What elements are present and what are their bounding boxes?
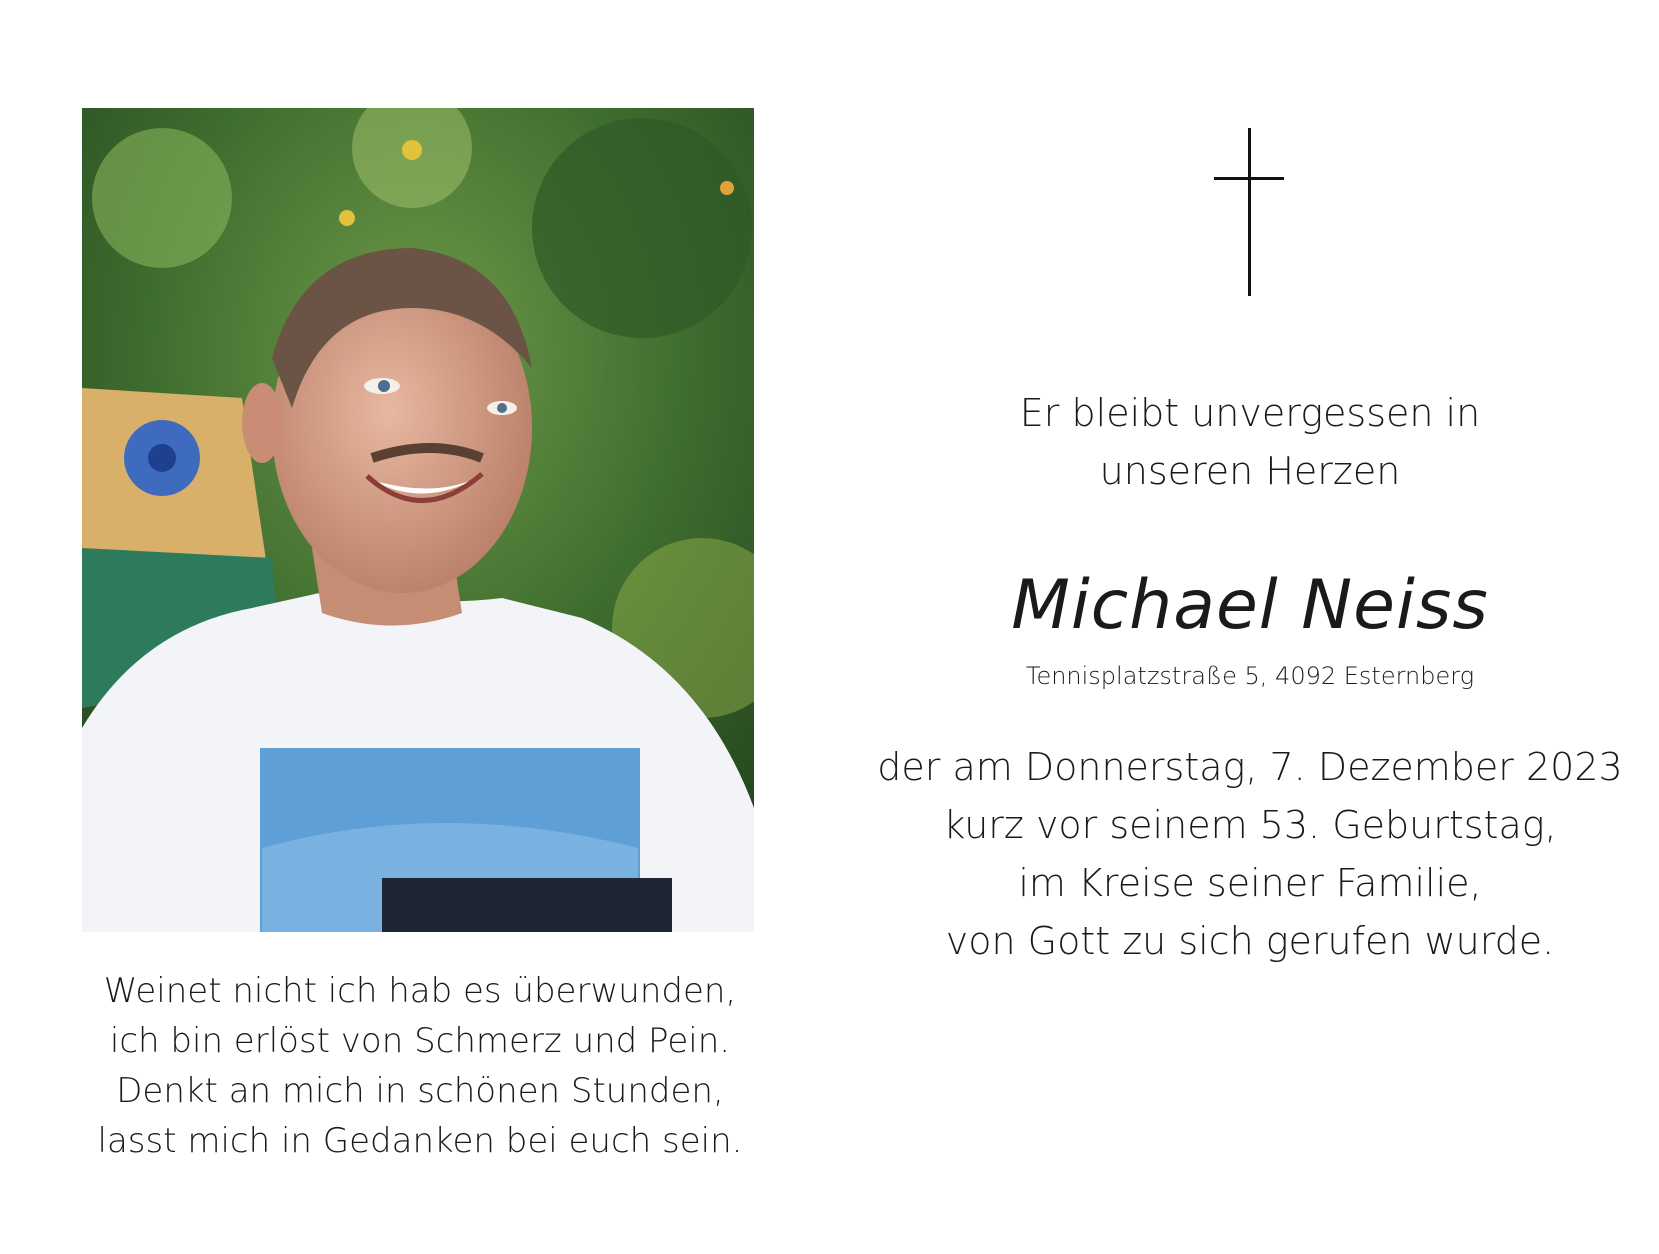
deceased-name: Michael Neiss [1011,566,1489,645]
cross-horizontal-bar [1214,177,1284,180]
announcement-line: von Gott zu sich gerufen wurde. [945,919,1555,963]
death-announcement [860,738,1640,970]
portrait-illustration [82,108,754,932]
cross-icon [1214,128,1284,296]
epitaph-line: Er bleibt unvergessen in [1019,391,1481,435]
epitaph-line: unseren Herzen [1099,449,1401,493]
poem-line: Denkt an mich in schönen Stunden, [116,1071,724,1111]
announcement-line: kurz vor seinem 53. Geburtstag, [943,803,1557,847]
portrait-photo [82,108,754,932]
cross-vertical-bar [1248,128,1251,296]
poem-line: ich bin erlöst von Schmerz und Pein. [109,1021,731,1061]
epitaph [860,384,1640,500]
poem-line: lasst mich in Gedanken bei euch sein. [97,1121,743,1161]
poem [60,966,780,1166]
poem-line: Weinet nicht ich hab es überwunden, [103,971,737,1011]
announcement-line: der am Donnerstag, 7. Dezember 2023 [877,745,1623,789]
announcement-line: im Kreise seiner Familie, [1018,861,1482,905]
deceased-address: Tennisplatzstraße 5, 4092 Esternberg [1025,662,1475,690]
